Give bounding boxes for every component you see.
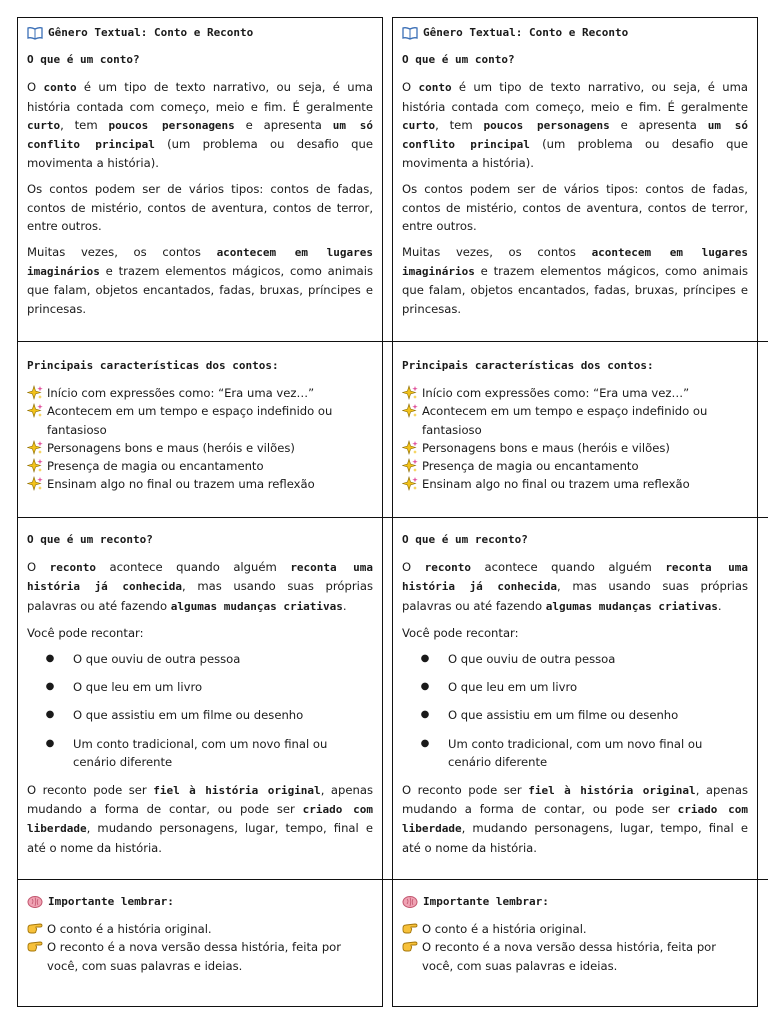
sparkles-icon xyxy=(402,385,418,401)
heading-caracteristicas: Principais características dos contos: xyxy=(402,359,654,372)
section-reconto xyxy=(402,531,748,865)
bullet-dot: ● xyxy=(420,681,430,693)
section-conto xyxy=(402,24,748,326)
list-item xyxy=(27,706,373,724)
remember-item xyxy=(27,920,373,938)
paragraph: O reconto acontece quando alguém reconta uma história já conhecida, mas usando suas próprias palavras ou até fazendo algumas mudanças criativas. xyxy=(402,560,749,613)
bullet-list xyxy=(27,650,373,771)
list-item xyxy=(27,735,373,771)
list-item xyxy=(402,735,748,771)
feature-text: Ensinam algo no final ou trazem uma reflexão xyxy=(422,477,690,492)
paragraph: O reconto pode ser fiel à história original, apenas mudando a forma de contar, ou pode ser criado com liberdade, mudando personagens, lugar, tempo, final e até o nome da história. xyxy=(402,783,748,855)
remember-item xyxy=(27,938,373,974)
section-reconto xyxy=(27,531,373,865)
sparkles-icon xyxy=(402,458,418,474)
heading-o-que-e-reconto: O que é um reconto? xyxy=(402,533,528,546)
divider xyxy=(392,879,768,880)
bullet-dot: ● xyxy=(420,737,430,749)
paragraph: Muitas vezes, os contos acontecem em lugares imaginários e trazem elementos mágicos, como animais que falam, objetos encantados, fadas, bruxas, príncipes e princesas. xyxy=(402,245,749,316)
brain-icon xyxy=(27,895,43,909)
divider xyxy=(392,517,768,518)
remember-text: O conto é a história original. xyxy=(47,922,212,937)
feature-item xyxy=(402,439,748,457)
paragraph: Os contos podem ser de vários tipos: contos de fadas, contos de mistério, contos de aventura, contos de terror, entre outros. xyxy=(27,182,373,233)
feature-text: Início com expressões como: “Era uma vez…” xyxy=(47,386,315,401)
bullet-dot: ● xyxy=(45,681,55,693)
feature-item xyxy=(27,457,373,475)
feature-item xyxy=(402,384,748,402)
bullet-dot: ● xyxy=(420,653,430,665)
list-item-text: O que assistiu em um filme ou desenho xyxy=(73,708,304,723)
list-item xyxy=(27,678,373,696)
doc-title-text: Gênero Textual: Conto e Reconto xyxy=(48,26,254,39)
feature-text: Ensinam algo no final ou trazem uma reflexão xyxy=(47,477,315,492)
heading-text: Importante lembrar: xyxy=(48,895,174,908)
list-item-text: O que leu em um livro xyxy=(448,680,578,695)
remember-text: O reconto é a nova versão dessa história, feita por você, com suas palavras e ideias. xyxy=(47,940,342,973)
feature-text: Acontecem em um tempo e espaço indefinido ou fantasioso xyxy=(47,404,333,437)
pointing-hand-icon xyxy=(27,921,43,937)
paragraph: Você pode recontar: xyxy=(402,625,519,640)
pointing-hand-icon xyxy=(402,921,418,937)
feature-item xyxy=(27,475,373,493)
sparkles-icon xyxy=(27,440,43,456)
sparkles-icon xyxy=(402,403,418,419)
doc-title xyxy=(27,24,373,42)
feature-item xyxy=(402,457,748,475)
heading-o-que-e-reconto: O que é um reconto? xyxy=(27,533,153,546)
heading-importante-lembrar xyxy=(402,893,748,911)
feature-text: Personagens bons e maus (heróis e vilões) xyxy=(47,440,295,455)
remember-item xyxy=(402,938,748,974)
sparkles-icon xyxy=(402,440,418,456)
paragraph: O reconto acontece quando alguém reconta uma história já conhecida, mas usando suas próprias palavras ou até fazendo algumas mudanças criativas. xyxy=(27,560,374,613)
open-book-icon xyxy=(27,26,43,40)
feature-item xyxy=(27,384,373,402)
paragraph: Os contos podem ser de vários tipos: contos de fadas, contos de mistério, contos de aventura, contos de terror, entre outros. xyxy=(402,182,748,233)
card-left xyxy=(17,17,383,1007)
heading-o-que-e-conto: O que é um conto? xyxy=(402,53,515,67)
list-item xyxy=(402,678,748,696)
list-item-text: Um conto tradicional, com um novo final ou cenário diferente xyxy=(73,736,328,769)
list-item-text: O que ouviu de outra pessoa xyxy=(73,652,241,667)
section-caracteristicas xyxy=(402,357,748,493)
heading-importante-lembrar xyxy=(27,893,373,911)
bullet-dot: ● xyxy=(45,653,55,665)
heading-text: Importante lembrar: xyxy=(423,895,549,908)
list-item xyxy=(402,706,748,724)
remember-text: O reconto é a nova versão dessa história, feita por você, com suas palavras e ideias. xyxy=(422,940,717,973)
list-item-text: Um conto tradicional, com um novo final ou cenário diferente xyxy=(448,736,703,769)
section-caracteristicas xyxy=(27,357,373,493)
pointing-hand-icon xyxy=(27,939,43,955)
feature-text: Personagens bons e maus (heróis e vilões) xyxy=(422,440,670,455)
paragraph: Muitas vezes, os contos acontecem em lugares imaginários e trazem elementos mágicos, como animais que falam, objetos encantados, fadas, bruxas, príncipes e princesas. xyxy=(27,245,374,316)
paragraph: O reconto pode ser fiel à história original, apenas mudando a forma de contar, ou pode ser criado com liberdade, mudando personagens, lugar, tempo, final e até o nome da história. xyxy=(27,783,373,855)
feature-item xyxy=(402,402,748,438)
bullet-dot: ● xyxy=(45,709,55,721)
list-item-text: O que leu em um livro xyxy=(73,680,203,695)
section-conto xyxy=(27,24,373,326)
sparkles-icon xyxy=(402,476,418,492)
list-item-text: O que assistiu em um filme ou desenho xyxy=(448,708,679,723)
sparkles-icon xyxy=(27,385,43,401)
section-lembrar xyxy=(402,893,748,975)
paragraph: Você pode recontar: xyxy=(27,625,144,640)
brain-icon xyxy=(402,895,418,909)
divider xyxy=(392,341,768,342)
section-lembrar xyxy=(27,893,373,975)
open-book-icon xyxy=(402,26,418,40)
feature-list xyxy=(402,384,748,493)
heading-caracteristicas: Principais características dos contos: xyxy=(27,359,279,372)
remember-list xyxy=(402,920,748,975)
bullet-dot: ● xyxy=(420,709,430,721)
sparkles-icon xyxy=(27,476,43,492)
remember-list xyxy=(27,920,373,975)
doc-title xyxy=(402,24,748,42)
list-item xyxy=(402,650,748,668)
feature-item xyxy=(27,439,373,457)
paragraph: O conto é um tipo de texto narrativo, ou seja, é uma história contada com começo, meio e fim. É geralmente curto, tem poucos personagens e apresenta um só conflito principal (um problema ou desafio que movimenta a história). xyxy=(402,80,748,171)
feature-list xyxy=(27,384,373,493)
heading-o-que-e-conto: O que é um conto? xyxy=(27,53,140,67)
sparkles-icon xyxy=(27,458,43,474)
doc-title-text: Gênero Textual: Conto e Reconto xyxy=(423,26,629,39)
feature-text: Acontecem em um tempo e espaço indefinido ou fantasioso xyxy=(422,404,708,437)
pointing-hand-icon xyxy=(402,939,418,955)
feature-item xyxy=(402,475,748,493)
bullet-list xyxy=(402,650,748,771)
card-right xyxy=(392,17,758,1007)
list-item xyxy=(27,650,373,668)
remember-text: O conto é a história original. xyxy=(422,922,587,937)
feature-text: Presença de magia ou encantamento xyxy=(422,459,639,474)
list-item-text: O que ouviu de outra pessoa xyxy=(448,652,616,667)
sparkles-icon xyxy=(27,403,43,419)
remember-item xyxy=(402,920,748,938)
feature-item xyxy=(27,402,373,438)
paragraph: O conto é um tipo de texto narrativo, ou seja, é uma história contada com começo, meio e fim. É geralmente curto, tem poucos personagens e apresenta um só conflito principal (um problema ou desafio que movimenta a história). xyxy=(27,80,373,171)
feature-text: Presença de magia ou encantamento xyxy=(47,459,264,474)
bullet-dot: ● xyxy=(45,737,55,749)
feature-text: Início com expressões como: “Era uma vez…” xyxy=(422,386,690,401)
